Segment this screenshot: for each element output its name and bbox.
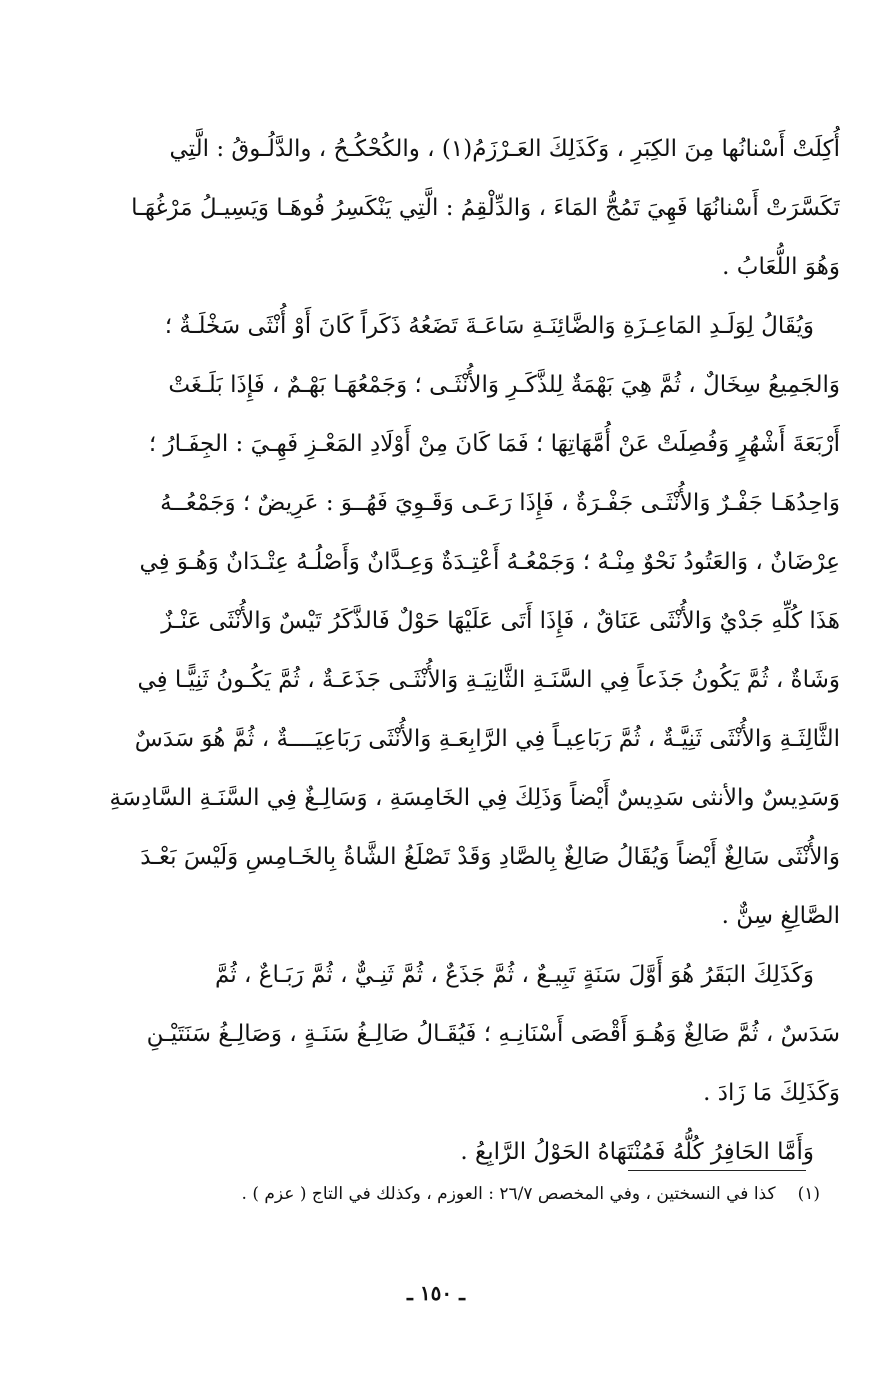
text-line-14: الصَّالِغِ سِنٌّ . (721, 903, 840, 929)
text-line-6: أَرْبَعَةَ أَشْهُرٍ وَفُصِلَتْ عَنْ أُمَّهَاتِهَا ؛ فَمَا كَانَ مِنْ أَوْلَادِ المَعْـزِ فَهِـيَ : الجِفَـارُ ؛ (148, 431, 840, 457)
footnote (60, 1180, 820, 1208)
text-line-10: وَشَاةٌ ، ثُمَّ يَكُونُ جَذَعاً فِي السَّنَـةِ الثَّانِيَـةِ وَالأُنْثَـى جَذَعَـةٌ ، ثُمَّ يَكُـونُ ثَنِيًّـا فِي (137, 667, 840, 693)
footnote-divider (628, 1170, 806, 1171)
text-line-16: سَدَسٌ ، ثُمَّ صَالِغٌ وَهُـوَ أَقْصَى أَسْنَانِـهِ ؛ فَيُقَـالُ صَالِـغُ سَنَـةٍ ، وَصَالِـغُ سَنَتَيْـنِ (146, 1021, 840, 1047)
text-line-7: وَاحِدُهَـا جَفْـرٌ وَالأُنْثَـى جَفْـرَةٌ ، فَإِذَا رَعَـى وَقَـوِيَ فَهُــوَ : عَرِيضٌ ؛ وَجَمْعُــهُ (160, 490, 840, 516)
text-line-8: عِرْضَانٌ ، وَالعَتُودُ نَحْوٌ مِنْـهُ ؛ وَجَمْعُـهُ أَعْتِـدَةٌ وَعِـدَّانٌ وَأَصْلُـهُ عِتْـدَانٌ وَهُـوَ فِي (139, 549, 840, 575)
text-line-3: وَهُوَ اللُّعَابُ . (722, 254, 840, 280)
main-text-block (50, 120, 840, 1182)
text-line-1: أُكِلَتْ أَسْنانُها مِنَ الكِبَرِ ، وَكَذَلِكَ العَـرْزَمُ(١) ، والكُحْكُـحُ ، والدَّلُـوقُ : الَّتِي (169, 136, 840, 162)
footnote-marker: (١) (797, 1184, 820, 1204)
text-line-18: وَأَمَّا الحَافِرُ كُلُّهُ فَمُنْتَهَاهُ الحَوْلُ الرَّابِعُ . (460, 1139, 814, 1165)
page-number: ـ ١٥٠ ـ (407, 1281, 465, 1305)
text-line-9: هَذَا كُلِّهِ جَدْيٌ وَالأُنْثَى عَنَاقٌ ، فَإِذَا أَتَى عَلَيْهَا حَوْلٌ فَالذَّكَرُ تَيْسٌ وَالأُنْثَى عَنْـزٌ (161, 608, 840, 634)
text-line-5: وَالجَمِيعُ سِخَالٌ ، ثُمَّ هِيَ بَهْمَةٌ لِلذَّكَـرِ وَالأُنْثَـى ؛ وَجَمْعُهَـا بَهْـمٌ ، فَإِذَا بَلَـغَتْ (168, 372, 840, 398)
text-line-4: وَيُقَالُ لِوَلَـدِ المَاعِـزَةِ وَالضَّائِنَـةِ سَاعَـةَ تَضَعُهُ ذَكَراً كَانَ أَوْ أُنْثَى سَخْلَـةٌ ؛ (164, 313, 814, 339)
text-line-17: وَكَذَلِكَ مَا زَادَ . (703, 1080, 840, 1106)
text-line-11: الثَّالِثَـةِ وَالأُنْثَى ثَنِيَّـةٌ ، ثُمَّ رَبَاعِيـاً فِي الرَّابِعَـةِ وَالأُنْثَى رَبَاعِيَــــةٌ ، ثُمَّ هُوَ سَدَسٌ (134, 726, 840, 752)
text-line-12: وَسَدِيسٌ والأنثى سَدِيسٌ أَيْضاً وَذَلِكَ فِي الخَامِسَةِ ، وَسَالِـغٌ فِي السَّنَـةِ السَّادِسَةِ (109, 785, 840, 811)
text-line-15: وَكَذَلِكَ البَقَرُ هُوَ أَوَّلَ سَنَةٍ تَبِيـعٌ ، ثُمَّ جَذَعٌ ، ثُمَّ ثَنِـيٌّ ، ثُمَّ رَبَـاعٌ ، ثُمَّ (215, 962, 814, 988)
text-line-13: وَالأُنْثَى سَالِغٌ أَيْضاً وَيُقَالُ صَالِغٌ بِالصَّادِ وَقَدْ تَصْلَغُ الشَّاةُ بِالخَـامِسِ وَلَيْسَ بَعْـدَ (140, 844, 840, 870)
text-line-2: تَكَسَّرَتْ أَسْنانُهَا فَهِيَ تَمُجُّ المَاءَ ، وَالدِّلْقِمُ : الَّتِي يَنْكَسِرُ فُوهَـا وَيَسِيـلُ مَرْغُهَـا (131, 195, 840, 221)
footnote-text: كذا في النسختين ، وفي المخصص ٢٦/٧ : العوزم ، وكذلك في التاج ( عزم ) . (241, 1184, 776, 1204)
